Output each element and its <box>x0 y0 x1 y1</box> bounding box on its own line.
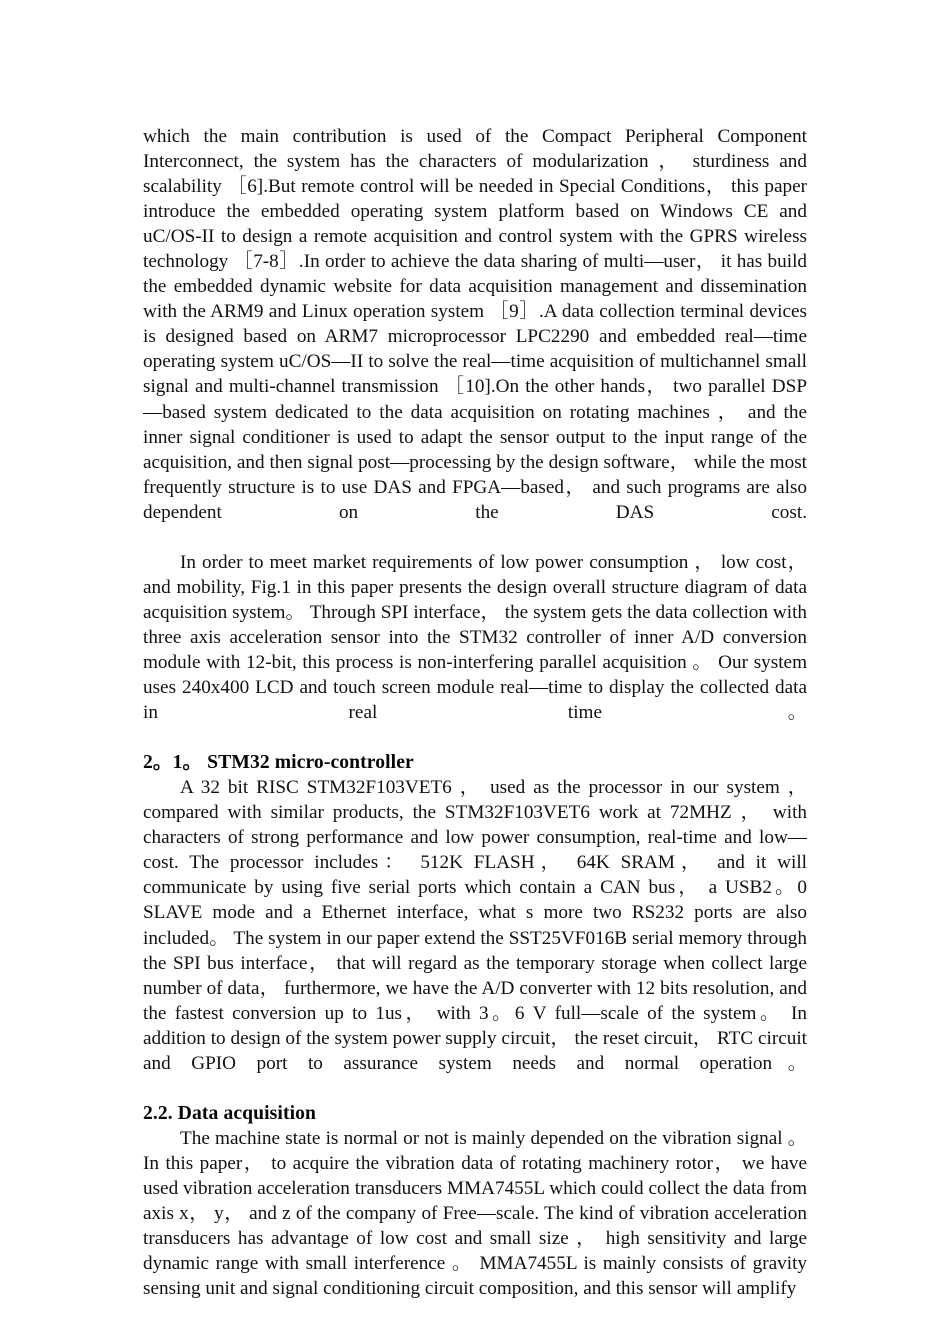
heading-data-acquisition: 2.2. Data acquisition <box>143 1102 317 1124</box>
paragraph-intro-continued: which the main contribution is used of the Compact Peripheral Component Interconnect, the system has the characters of modularization ， sturdiness and scalability ［6].But remote control will be needed in Special Conditions， this paper introduce the embedded operating system platform based on Windows CE and uC/OS-II to design a remote acquisition and control system with the GPRS wireless technology ［7-8］.In order to achieve the data sharing of multi—user， it has build the embedded dynamic website for data acquisition management and dissemination with the ARM9 and Linux operation system ［9］.A data collection terminal devices is designed based on ARM7 microprocessor LPC2290 and embedded real—time operating system uC/OS—II to solve the real—time acquisition of multichannel small signal and multi-channel transmission ［10].On the other hands， two parallel DSP—based system dedicated to the data acquisition on rotating machines ， and the inner signal conditioner is used to adapt the sensor output to the input range of the acquisition, and then signal post—processing by the design software， while the most frequently structure is to use DAS and FPGA—based， and such programs are also dependent on the DAS cost. <box>143 126 807 523</box>
text-column <box>143 124 807 1301</box>
paragraph-vibration-transducers: The machine state is normal or not is mainly depended on the vibration signal 。In this paper， to acquire the vibration data of rotating machinery rotor， we have used vibration acceleration transducers MMA7455L which could collect the data from axis x， y， and z of the company of Free—scale. The kind of vibration acceleration transducers has advantage of low cost and small size ， high sensitivity and large dynamic range with small interference 。 MMA7455L is mainly consists of gravity sensing unit and signal conditioning circuit composition, and this sensor will amplify <box>143 1127 807 1300</box>
paragraph-market-requirements: In order to meet market requirements of low power consumption ， low cost，and mobility, Fig.1 in this paper presents the design overall structure diagram of data acquisition system。 Through SPI interface， the system gets the data collection with three axis acceleration sensor into the STM32 controller of inner A/D conversion module with 12-bit, this process is non-interfering parallel acquisition 。 Our system uses 240x400 LCD and touch screen module real—time to display the collected data in real time。 <box>143 551 807 724</box>
heading-stm32-micro-controller: 2。1。 STM32 micro-controller <box>143 752 414 774</box>
paragraph-stm32-processor: A 32 bit RISC STM32F103VET6 ， used as the processor in our system ，compared with similar products, the STM32F103VET6 work at 72MHZ ， with characters of strong performance and low power consumption, real-time and low—cost. The processor includes： 512K FLASH， 64K SRAM， and it will communicate by using five serial ports which contain a CAN bus， a USB2。0 SLAVE mode and a Ethernet interface, what s more two RS232 ports are also included。 The system in our paper extend the SST25VF016B serial memory through the SPI bus interface， that will regard as the temporary storage when collect large number of data， furthermore, we have the A/D converter with 12 bits resolution, and the fastest conversion up to 1us， with 3。6 V full—scale of the system。 In addition to design of the system power supply circuit， the reset circuit， RTC circuit and GPIO port to assurance system needs and normal operation。 <box>143 777 807 1074</box>
